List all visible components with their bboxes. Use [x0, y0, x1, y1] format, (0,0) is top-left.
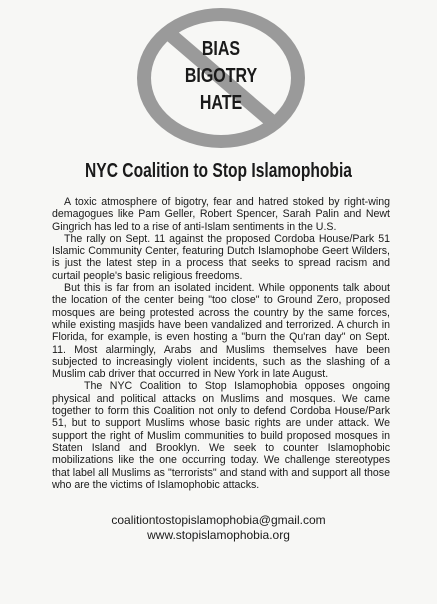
- no-bias-logo: [128, 2, 314, 154]
- contact-email: coalitiontostopislamophobia@gmail.com: [111, 513, 326, 527]
- body-text: [52, 196, 390, 491]
- paragraph-2: The rally on Sept. 11 against the proposed Cordoba House/Park 51 Islamic Community Center, featuring Dutch Islamophobe Geert Wilders, is just the latest step in a process that seeks to spread racism and curtail people's basic religious freedoms.: [52, 232, 390, 282]
- prohibition-icon: [128, 2, 314, 154]
- page-title: NYC Coalition to Stop Islamophobia: [85, 160, 352, 182]
- paragraph-4: The NYC Coalition to Stop Islamophobia opposes ongoing physical and political attacks on Muslims and mosques. We came together to form this Coalition not only to defend Cordoba House/Park 51, but to support Muslims whose basic rights are under attack. We support the right of Muslim communities to build proposed mosques in Staten Island and Brooklyn. We seek to counter Islamophobic mobilizations like the one occurring today. We challenge stereotypes that label all Muslims as "terrorists" and stand with and support all those who are the victims of Islamophobic attacks.: [52, 380, 390, 491]
- paragraph-1: A toxic atmosphere of bigotry, fear and hatred stoked by right-wing demagogues like Pam Geller, Robert Spencer, Sarah Palin and Newt Gingrich has led to a rise of anti-Islam sentiments in the U.S.: [52, 196, 390, 233]
- logo-word-3: HATE: [199, 91, 243, 114]
- paragraph-3: But this is far from an isolated incident. While opponents talk about the location of the center being "too close" to Ground Zero, proposed mosques are being protested across the country by the same forces, while existing masjids have been vandalized and terrorized. A church in Florida, for example, is even hosting a "burn the Qu'ran day" on Sept. 11. Most alarmingly, Arabs and Muslims themselves have been subjected to increasingly violent incidents, such as the slashing of a Muslim cab driver that occurred in New York in late August.: [52, 282, 390, 381]
- logo-word-2: BIGOTRY: [184, 64, 258, 87]
- contact-block: [0, 513, 437, 543]
- contact-website: www.stopislamophobia.org: [147, 528, 290, 542]
- logo-word-1: BIAS: [201, 37, 241, 60]
